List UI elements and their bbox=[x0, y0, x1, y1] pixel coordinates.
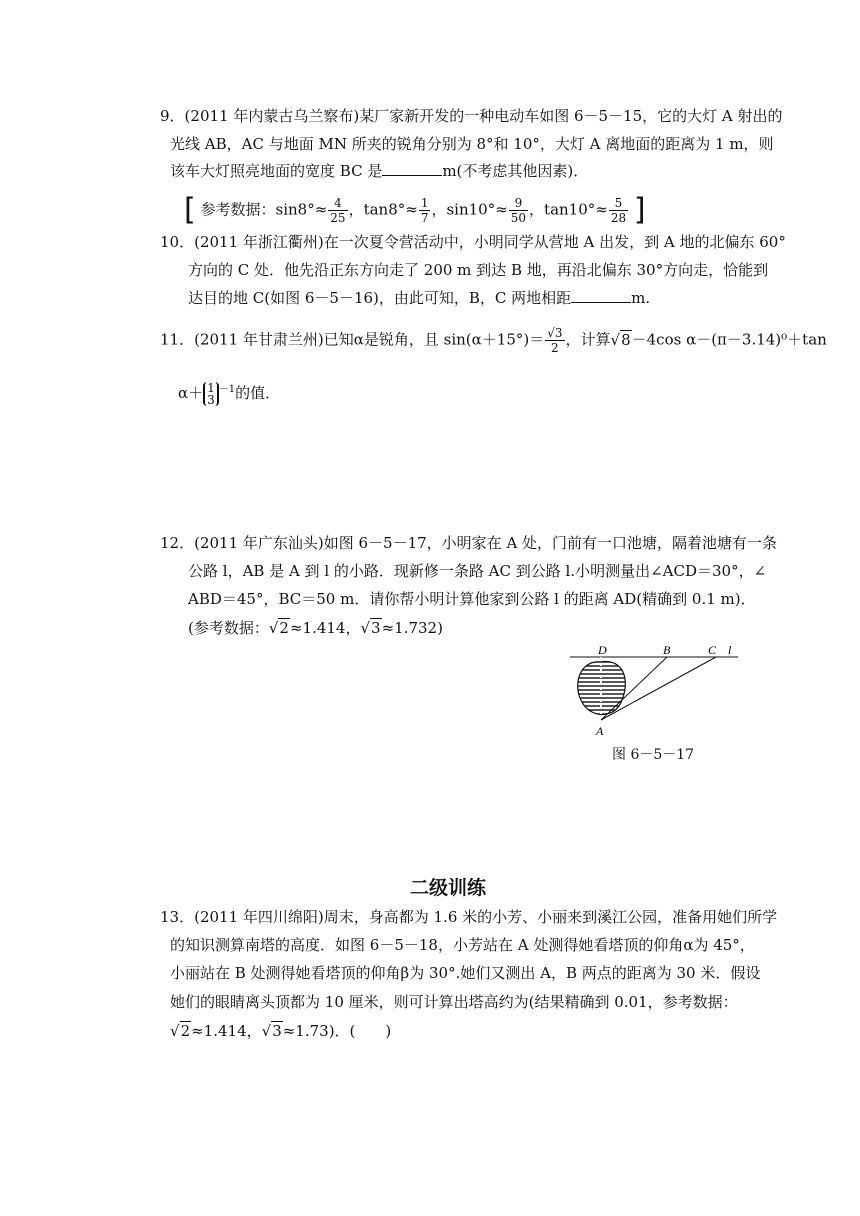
q13-line3: 小丽站在 B 处测得她看塔顶的仰角β为 30°.她们又测出 A，B 两点的距离为 30 米．假设 bbox=[170, 964, 761, 982]
q9-line3-tail: m(不考虑其他因素)． bbox=[442, 162, 589, 180]
label-l: l bbox=[728, 643, 732, 657]
q13-ref-b: ≈1.73)．( ) bbox=[282, 1022, 392, 1040]
q9-line3-text: 该车大灯照亮地面的宽度 BC 是 bbox=[170, 162, 383, 180]
q13-line5 bbox=[170, 1021, 391, 1041]
sin10-label: ，sin10°≈ bbox=[431, 200, 508, 219]
figure-caption: 图 6－5－17 bbox=[612, 747, 695, 763]
q10-line3 bbox=[188, 288, 650, 308]
q10-line1: 10．(2011 年浙江衢州)在一次夏令营活动中，小明同学从营地 A 出发，到 A 地的北偏东 60° bbox=[160, 233, 786, 251]
sqrt3: √3 bbox=[261, 1022, 282, 1040]
answer-blank bbox=[571, 288, 631, 303]
left-brace: [ bbox=[184, 192, 196, 228]
q12-line1: 12．(2011 年广东汕头)如图 6－5－17，小明家在 A 处，门前有一口池塘，隔着池塘有一条 bbox=[160, 534, 778, 552]
q13-line1: 13．(2011 年四川绵阳)周末，身高都为 1.6 米的小芳、小丽来到溪江公园，准备用她们所学 bbox=[160, 908, 778, 926]
q9-reference-data bbox=[184, 192, 646, 228]
q9-line2: 光线 AB，AC 与地面 MN 所夹的锐角分别为 8°和 10°，大灯 A 离地面的距离为 1 m，则 bbox=[170, 135, 774, 153]
q12-line2: 公路 l，AB 是 A 到 l 的小路．现新修一条路 AC 到公路 l.小明测量出∠ACD＝30°，∠ bbox=[188, 562, 767, 580]
sqrt2: √2 bbox=[170, 1022, 191, 1040]
sqrt2: √2 bbox=[268, 619, 289, 637]
tan10-fraction: $\frac{5}{28}$ bbox=[610, 196, 627, 225]
exponent: －1 bbox=[218, 384, 236, 395]
label-B: B bbox=[663, 643, 671, 657]
q10-line3-text: 达目的地 C(如图 6－5－16)，由此可知，B，C 两地相距 bbox=[188, 289, 572, 307]
sin10-fraction: $\frac{9}{50}$ bbox=[510, 196, 527, 225]
figure-6-5-17 bbox=[560, 640, 750, 740]
q9-line1: 9．(2011 年内蒙古乌兰察布)某厂家新开发的一种电动车如图 6－5－15，它的大灯 A 射出的 bbox=[160, 107, 783, 125]
sin8-fraction: $\frac{4}{25}$ bbox=[330, 196, 346, 225]
label-A: A bbox=[596, 724, 604, 738]
section-heading: 二级训练 bbox=[410, 877, 487, 899]
q11-text-b: ，计算 bbox=[565, 330, 611, 349]
sqrt3-over-2: $\frac{√3}{2}$ bbox=[547, 326, 563, 355]
q12-ref-b: ≈1.414， bbox=[289, 619, 361, 637]
q10-line3-tail: m. bbox=[631, 289, 651, 307]
q13-line4: 她们的眼睛离头顶都为 10 厘米，则可计算出塔高约为(结果精确到 0.01，参考数据： bbox=[170, 993, 738, 1011]
q11-text-a: 11．(2011 年甘肃兰州)已知α是锐角，且 sin(α＋15°)＝ bbox=[160, 330, 545, 349]
q12-line3: ABD＝45°，BC＝50 m．请你帮小明计算他家到公路 l 的距离 AD(精确到 0.1 m)． bbox=[188, 590, 756, 608]
q11-text-d: α＋ bbox=[178, 384, 204, 402]
answer-blank bbox=[382, 161, 442, 176]
q11-text-c: －4cos α－(π－3.14)⁰＋tan bbox=[631, 330, 827, 349]
sqrt8: √8 bbox=[610, 330, 631, 349]
tan8-label: ，tan8°≈ bbox=[348, 200, 418, 219]
tan8-fraction: $\frac{1}{7}$ bbox=[420, 196, 429, 225]
ref-label: 参考数据：sin8°≈ bbox=[200, 200, 328, 219]
label-D: D bbox=[598, 643, 607, 657]
label-C: C bbox=[708, 643, 717, 657]
one-third-paren: 1 3 bbox=[203, 382, 219, 406]
q12-ref-a: (参考数据： bbox=[188, 619, 269, 637]
sqrt3: √3 bbox=[360, 619, 381, 637]
q12-line4 bbox=[188, 618, 443, 638]
q12-ref-c: ≈1.732) bbox=[381, 619, 443, 637]
q9-line3 bbox=[170, 161, 588, 181]
q11-line2 bbox=[178, 380, 280, 406]
q11-text-e: 的值． bbox=[235, 384, 281, 402]
q13-line2: 的知识测算南塔的高度．如图 6－5－18，小芳站在 A 处测得她看塔顶的仰角α为 45°， bbox=[170, 936, 755, 954]
q13-ref-a: ≈1.414， bbox=[191, 1022, 262, 1040]
right-brace: ] bbox=[633, 192, 646, 228]
tan10-label: ，tan10°≈ bbox=[529, 200, 608, 219]
q11-line1 bbox=[160, 326, 827, 355]
q10-line2: 方向的 C 处．他先沿正东方向走了 200 m 到达 B 地，再沿北偏东 30°方向走，恰能到 bbox=[188, 261, 769, 279]
